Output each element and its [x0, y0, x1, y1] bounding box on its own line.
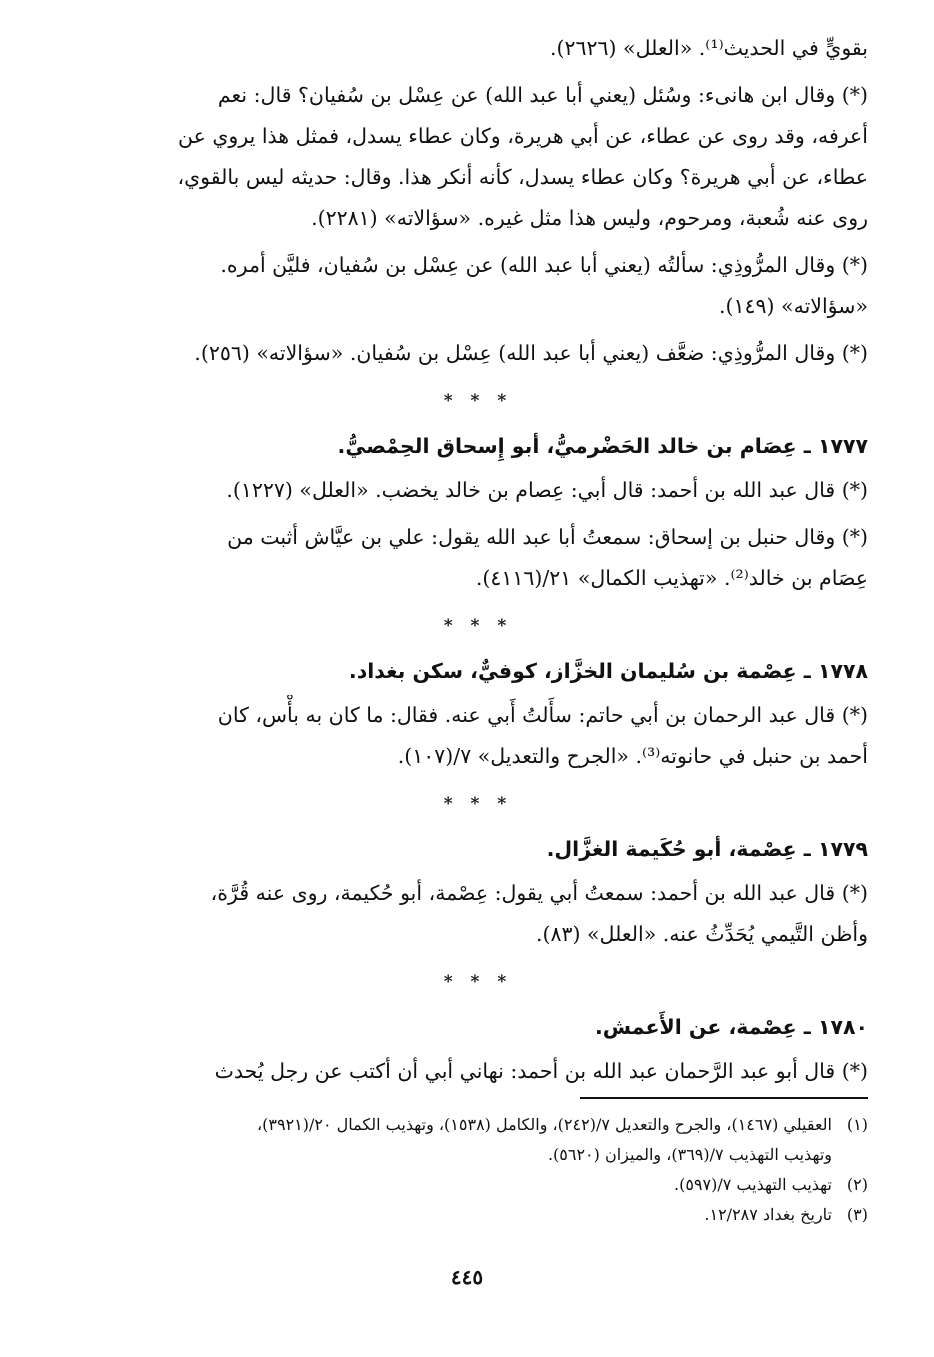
text-line: (*) وقال حنبل بن إسحاق: سمعتُ أبا عبد الله يقول: علي بن عيَّاش أثبت من — [227, 525, 868, 549]
text-line: تهذيب التهذيب ٧/(٥٩٧). — [674, 1175, 832, 1194]
section-separator: * * * — [443, 391, 513, 411]
page-body — [88, 28, 868, 1098]
text-line: (*) قال عبد الله بن أحمد: سمعتُ أبي يقول: عِصْمة، أبو حُكيمة، روى عنه قُرَّة، — [210, 881, 868, 905]
section-separator: * * * — [443, 616, 513, 636]
entry-heading-1779: ١٧٧٩ ـ عِصْمة، أبو حُكَيمة الغزَّال. — [546, 837, 868, 861]
page-number: ٤٤٥ — [450, 1265, 484, 1289]
paragraph — [88, 75, 868, 239]
footnote-number: (٣) — [846, 1205, 868, 1224]
footnote-text — [78, 1170, 832, 1200]
text-line: وأظن التَّيمي يُحَدِّثُ عنه. «العلل» (٨٣). — [535, 922, 868, 946]
text-line: عطاء، عن أبي هريرة؟ وكان عطاء يسدل، كأنه أنكر هذا. وقال: حديثه ليس بالقوي، — [177, 165, 868, 189]
text-line: (*) وقال المرُّوذِي: ضعَّف (يعني أبا عبد الله) عِسْل بن سُفيان. «سؤالاته» (٢٥٦). — [194, 341, 868, 365]
text-line: (*) قال عبد الله بن أحمد: قال أبي: عِصام بن خالد يخضب. «العلل» (١٢٢٧). — [226, 478, 868, 502]
text-line: وتهذيب التهذيب ٧/(٣٦٩)، والميزان (٥٦٢٠). — [547, 1145, 832, 1164]
text-line: (*) قال أبو عبد الرَّحمان عبد الله بن أحمد: نهاني أبي أن أكتب عن رجل يُحدث — [214, 1059, 868, 1083]
text-line: عِصَام بن خالد⁽²⁾. «تهذيب الكمال» ٢١/(٤١١٦). — [475, 566, 868, 590]
entry-heading-1777: ١٧٧٧ ـ عِصَام بن خالد الحَضْرميُّ، أبو إِسحاق الحِمْصيُّ. — [337, 434, 868, 458]
footnote-number: (١) — [846, 1115, 868, 1134]
paragraph — [88, 1051, 868, 1092]
footnote — [78, 1110, 868, 1170]
footnote-text — [78, 1200, 832, 1230]
text-line: «سؤالاته» (١٤٩). — [718, 294, 868, 318]
paragraph — [88, 245, 868, 327]
footnotes — [78, 1110, 868, 1230]
text-line: أعرفه، وقد روى عن عطاء، عن أبي هريرة، وكان عطاء يسدل، فمثل هذا يروي عن — [178, 124, 868, 148]
footnote-number: (٢) — [846, 1175, 868, 1194]
text-line: بقويٍّ في الحديث⁽¹⁾. «العلل» (٢٦٢٦). — [549, 36, 868, 60]
text-line: تاريخ بغداد ١٢/٢٨٧. — [704, 1205, 832, 1224]
text-line: (*) قال عبد الرحمان بن أبي حاتم: سأَلتُ أَبي عنه. فقال: ما كان به بأْس، كان — [217, 703, 868, 727]
text-line: روى عنه شُعبة، ومرحوم، وليس هذا مثل غيره. «سؤالاته» (٢٢٨١). — [311, 206, 868, 230]
footnote-text — [78, 1110, 832, 1170]
entry-heading-1780: ١٧٨٠ ـ عِصْمة، عن الأَعمش. — [594, 1015, 868, 1039]
entry-heading-1778: ١٧٧٨ ـ عِصْمة بن سُليمان الخزَّاز، كوفيٌّ، سكن بغداد. — [348, 659, 868, 683]
paragraph — [88, 333, 868, 374]
footnote — [78, 1200, 868, 1230]
text-line: أحمد بن حنبل في حانوته⁽³⁾. «الجرح والتعديل» ٧/(١٠٧). — [397, 744, 868, 768]
paragraph — [88, 695, 868, 777]
paragraph — [88, 873, 868, 955]
section-separator: * * * — [443, 794, 513, 814]
text-line: العقيلي (١٤٦٧)، والجرح والتعديل ٧/(٢٤٢)، والكامل (١٥٣٨)، وتهذيب الكمال ٢٠/(٣٩٢١)، — [256, 1115, 832, 1134]
footnote-divider — [580, 1097, 868, 1099]
footnote — [78, 1170, 868, 1200]
paragraph — [88, 470, 868, 511]
text-line: (*) وقال المرُّوذِي: سألتُه (يعني أبا عبد الله) عن عِسْل بن سُفيان، فليَّن أمره. — [220, 253, 868, 277]
paragraph — [88, 517, 868, 599]
text-line: (*) وقال ابن هانىء: وسُئل (يعني أبا عبد الله) عن عِسْل بن سُفيان؟ قال: نعم — [217, 83, 868, 107]
section-separator: * * * — [443, 972, 513, 992]
paragraph — [88, 28, 868, 69]
